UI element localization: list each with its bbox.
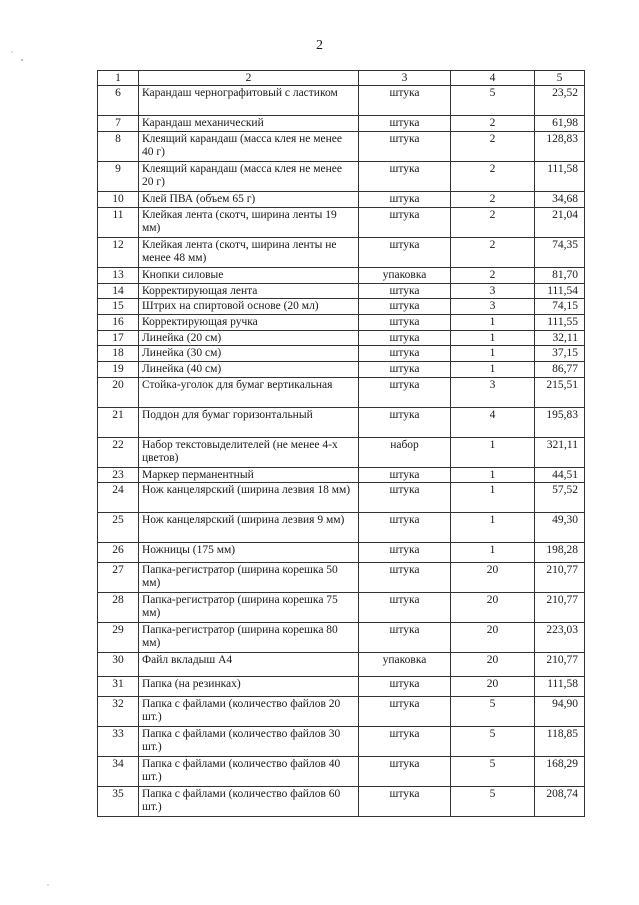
price-cell: 208,74 [535, 787, 585, 817]
table-row [98, 623, 585, 653]
table-row [98, 468, 585, 483]
row-number-cell: 13 [98, 268, 139, 284]
unit-of-measure-cell: штука [359, 116, 451, 132]
quantity-cell: 1 [451, 362, 535, 378]
quantity-cell: 1 [451, 543, 535, 563]
quantity-cell: 2 [451, 162, 535, 192]
price-cell: 111,55 [535, 315, 585, 331]
quantity-cell: 1 [451, 331, 535, 346]
item-name-cell: Ножницы (175 мм) [139, 543, 359, 563]
unit-of-measure-cell: штука [359, 623, 451, 653]
item-name-cell: Папка-регистратор (ширина корешка 50 мм) [139, 563, 359, 593]
quantity-cell: 5 [451, 727, 535, 757]
item-name-cell: Папка с файлами (количество файлов 40 шт.) [139, 757, 359, 787]
quantity-cell: 2 [451, 268, 535, 284]
row-number-cell: 16 [98, 315, 139, 331]
unit-of-measure-cell: штука [359, 408, 451, 438]
row-number-cell: 35 [98, 787, 139, 817]
quantity-cell: 4 [451, 408, 535, 438]
table-row [98, 284, 585, 299]
price-cell: 111,58 [535, 677, 585, 697]
quantity-cell: 20 [451, 623, 535, 653]
quantity-cell: 20 [451, 563, 535, 593]
quantity-cell: 2 [451, 208, 535, 238]
item-name-cell: Папка с файлами (количество файлов 60 шт.) [139, 787, 359, 817]
unit-of-measure-cell: штука [359, 362, 451, 378]
table-row [98, 86, 585, 116]
table-row [98, 116, 585, 132]
quantity-cell: 5 [451, 787, 535, 817]
unit-of-measure-cell: штука [359, 513, 451, 543]
row-number-cell: 10 [98, 192, 139, 208]
item-name-cell: Поддон для бумаг горизонтальный [139, 408, 359, 438]
table-row [98, 653, 585, 677]
header-cell-3: 3 [359, 71, 451, 86]
row-number-cell: 14 [98, 284, 139, 299]
quantity-cell: 1 [451, 483, 535, 513]
item-name-cell: Штрих на спиртовой основе (20 мл) [139, 299, 359, 315]
item-name-cell: Папка (на резинках) [139, 677, 359, 697]
table-row [98, 438, 585, 468]
unit-of-measure-cell: штука [359, 331, 451, 346]
price-cell: 198,28 [535, 543, 585, 563]
unit-of-measure-cell: штука [359, 132, 451, 162]
unit-of-measure-cell: штука [359, 563, 451, 593]
table-row [98, 677, 585, 697]
quantity-cell: 5 [451, 757, 535, 787]
price-cell: 128,83 [535, 132, 585, 162]
item-name-cell: Клей ПВА (объем 65 г) [139, 192, 359, 208]
item-name-cell: Линейка (20 см) [139, 331, 359, 346]
row-number-cell: 8 [98, 132, 139, 162]
price-cell: 74,35 [535, 238, 585, 268]
row-number-cell: 15 [98, 299, 139, 315]
table-row [98, 563, 585, 593]
quantity-cell: 1 [451, 468, 535, 483]
price-cell: 34,68 [535, 192, 585, 208]
price-cell: 37,15 [535, 346, 585, 362]
item-name-cell: Папка с файлами (количество файлов 20 шт.) [139, 697, 359, 727]
row-number-cell: 24 [98, 483, 139, 513]
quantity-cell: 1 [451, 346, 535, 362]
header-cell-5: 5 [535, 71, 585, 86]
price-cell: 210,77 [535, 563, 585, 593]
quantity-cell: 2 [451, 116, 535, 132]
table-row [98, 299, 585, 315]
item-name-cell: Клеящий карандаш (масса клея не менее 40 г) [139, 132, 359, 162]
quantity-cell: 2 [451, 132, 535, 162]
table-row [98, 543, 585, 563]
quantity-cell: 20 [451, 593, 535, 623]
row-number-cell: 17 [98, 331, 139, 346]
row-number-cell: 23 [98, 468, 139, 483]
item-name-cell: Карандаш чернографитовый с ластиком [139, 86, 359, 116]
header-cell-2: 2 [139, 71, 359, 86]
price-cell: 215,51 [535, 378, 585, 408]
table-row [98, 757, 585, 787]
item-name-cell: Корректирующая лента [139, 284, 359, 299]
unit-of-measure-cell: штука [359, 677, 451, 697]
table-row [98, 238, 585, 268]
item-name-cell: Клейкая лента (скотч, ширина ленты не менее 48 мм) [139, 238, 359, 268]
price-cell: 111,58 [535, 162, 585, 192]
row-number-cell: 33 [98, 727, 139, 757]
quantity-cell: 1 [451, 315, 535, 331]
quantity-cell: 3 [451, 378, 535, 408]
table-header-row [98, 71, 585, 86]
price-cell: 57,52 [535, 483, 585, 513]
item-name-cell: Карандаш механический [139, 116, 359, 132]
unit-of-measure-cell: штука [359, 483, 451, 513]
price-cell: 23,52 [535, 86, 585, 116]
unit-of-measure-cell: штука [359, 162, 451, 192]
price-cell: 111,54 [535, 284, 585, 299]
price-cell: 210,77 [535, 593, 585, 623]
unit-of-measure-cell: штука [359, 346, 451, 362]
item-name-cell: Корректирующая ручка [139, 315, 359, 331]
item-name-cell: Набор текстовыделителей (не менее 4-х цветов) [139, 438, 359, 468]
price-cell: 210,77 [535, 653, 585, 677]
quantity-cell: 3 [451, 299, 535, 315]
row-number-cell: 21 [98, 408, 139, 438]
unit-of-measure-cell: штука [359, 593, 451, 623]
item-name-cell: Папка-регистратор (ширина корешка 75 мм) [139, 593, 359, 623]
unit-of-measure-cell: штука [359, 284, 451, 299]
row-number-cell: 31 [98, 677, 139, 697]
unit-of-measure-cell: набор [359, 438, 451, 468]
row-number-cell: 18 [98, 346, 139, 362]
price-cell: 118,85 [535, 727, 585, 757]
unit-of-measure-cell: штука [359, 543, 451, 563]
row-number-cell: 30 [98, 653, 139, 677]
unit-of-measure-cell: штука [359, 697, 451, 727]
table-row [98, 513, 585, 543]
item-name-cell: Файл вкладыш А4 [139, 653, 359, 677]
row-number-cell: 29 [98, 623, 139, 653]
header-cell-1: 1 [98, 71, 139, 86]
price-cell: 86,77 [535, 362, 585, 378]
unit-of-measure-cell: штука [359, 208, 451, 238]
item-name-cell: Клеящий карандаш (масса клея не менее 20 г) [139, 162, 359, 192]
table-row [98, 208, 585, 238]
unit-of-measure-cell: штука [359, 727, 451, 757]
header-cell-4: 4 [451, 71, 535, 86]
item-name-cell: Маркер перманентный [139, 468, 359, 483]
table-row [98, 408, 585, 438]
price-table [97, 70, 585, 817]
item-name-cell: Нож канцелярский (ширина лезвия 18 мм) [139, 483, 359, 513]
item-name-cell: Стойка-уголок для бумаг вертикальная [139, 378, 359, 408]
quantity-cell: 2 [451, 238, 535, 268]
row-number-cell: 9 [98, 162, 139, 192]
unit-of-measure-cell: штука [359, 787, 451, 817]
quantity-cell: 20 [451, 653, 535, 677]
page-number: 2 [316, 38, 323, 53]
table-row [98, 697, 585, 727]
unit-of-measure-cell: штука [359, 315, 451, 331]
unit-of-measure-cell: штука [359, 378, 451, 408]
row-number-cell: 20 [98, 378, 139, 408]
price-cell: 81,70 [535, 268, 585, 284]
price-cell: 223,03 [535, 623, 585, 653]
table-row [98, 268, 585, 284]
table-row [98, 362, 585, 378]
unit-of-measure-cell: упаковка [359, 653, 451, 677]
price-cell: 44,51 [535, 468, 585, 483]
quantity-cell: 5 [451, 86, 535, 116]
row-number-cell: 27 [98, 563, 139, 593]
price-cell: 61,98 [535, 116, 585, 132]
table-row [98, 727, 585, 757]
table-row [98, 483, 585, 513]
unit-of-measure-cell: штука [359, 299, 451, 315]
quantity-cell: 1 [451, 513, 535, 543]
quantity-cell: 20 [451, 677, 535, 697]
unit-of-measure-cell: штука [359, 238, 451, 268]
quantity-cell: 3 [451, 284, 535, 299]
unit-of-measure-cell: штука [359, 86, 451, 116]
price-cell: 32,11 [535, 331, 585, 346]
unit-of-measure-cell: упаковка [359, 268, 451, 284]
item-name-cell: Папка-регистратор (ширина корешка 80 мм) [139, 623, 359, 653]
row-number-cell: 12 [98, 238, 139, 268]
item-name-cell: Линейка (40 см) [139, 362, 359, 378]
price-cell: 49,30 [535, 513, 585, 543]
price-cell: 168,29 [535, 757, 585, 787]
table-row [98, 315, 585, 331]
row-number-cell: 19 [98, 362, 139, 378]
table-row [98, 593, 585, 623]
item-name-cell: Линейка (30 см) [139, 346, 359, 362]
price-cell: 21,04 [535, 208, 585, 238]
row-number-cell: 34 [98, 757, 139, 787]
row-number-cell: 11 [98, 208, 139, 238]
row-number-cell: 22 [98, 438, 139, 468]
row-number-cell: 7 [98, 116, 139, 132]
item-name-cell: Папка с файлами (количество файлов 30 шт.) [139, 727, 359, 757]
table-row [98, 378, 585, 408]
price-cell: 94,90 [535, 697, 585, 727]
quantity-cell: 1 [451, 438, 535, 468]
table-body [98, 71, 585, 817]
table-row [98, 346, 585, 362]
unit-of-measure-cell: штука [359, 192, 451, 208]
price-cell: 321,11 [535, 438, 585, 468]
row-number-cell: 25 [98, 513, 139, 543]
item-name-cell: Клейкая лента (скотч, ширина ленты 19 мм) [139, 208, 359, 238]
table-row [98, 331, 585, 346]
quantity-cell: 5 [451, 697, 535, 727]
row-number-cell: 32 [98, 697, 139, 727]
table-row [98, 132, 585, 162]
unit-of-measure-cell: штука [359, 468, 451, 483]
item-name-cell: Кнопки силовые [139, 268, 359, 284]
row-number-cell: 6 [98, 86, 139, 116]
price-cell: 195,83 [535, 408, 585, 438]
table-row [98, 162, 585, 192]
row-number-cell: 26 [98, 543, 139, 563]
row-number-cell: 28 [98, 593, 139, 623]
unit-of-measure-cell: штука [359, 757, 451, 787]
item-name-cell: Нож канцелярский (ширина лезвия 9 мм) [139, 513, 359, 543]
price-cell: 74,15 [535, 299, 585, 315]
quantity-cell: 2 [451, 192, 535, 208]
table-row [98, 192, 585, 208]
table-row [98, 787, 585, 817]
